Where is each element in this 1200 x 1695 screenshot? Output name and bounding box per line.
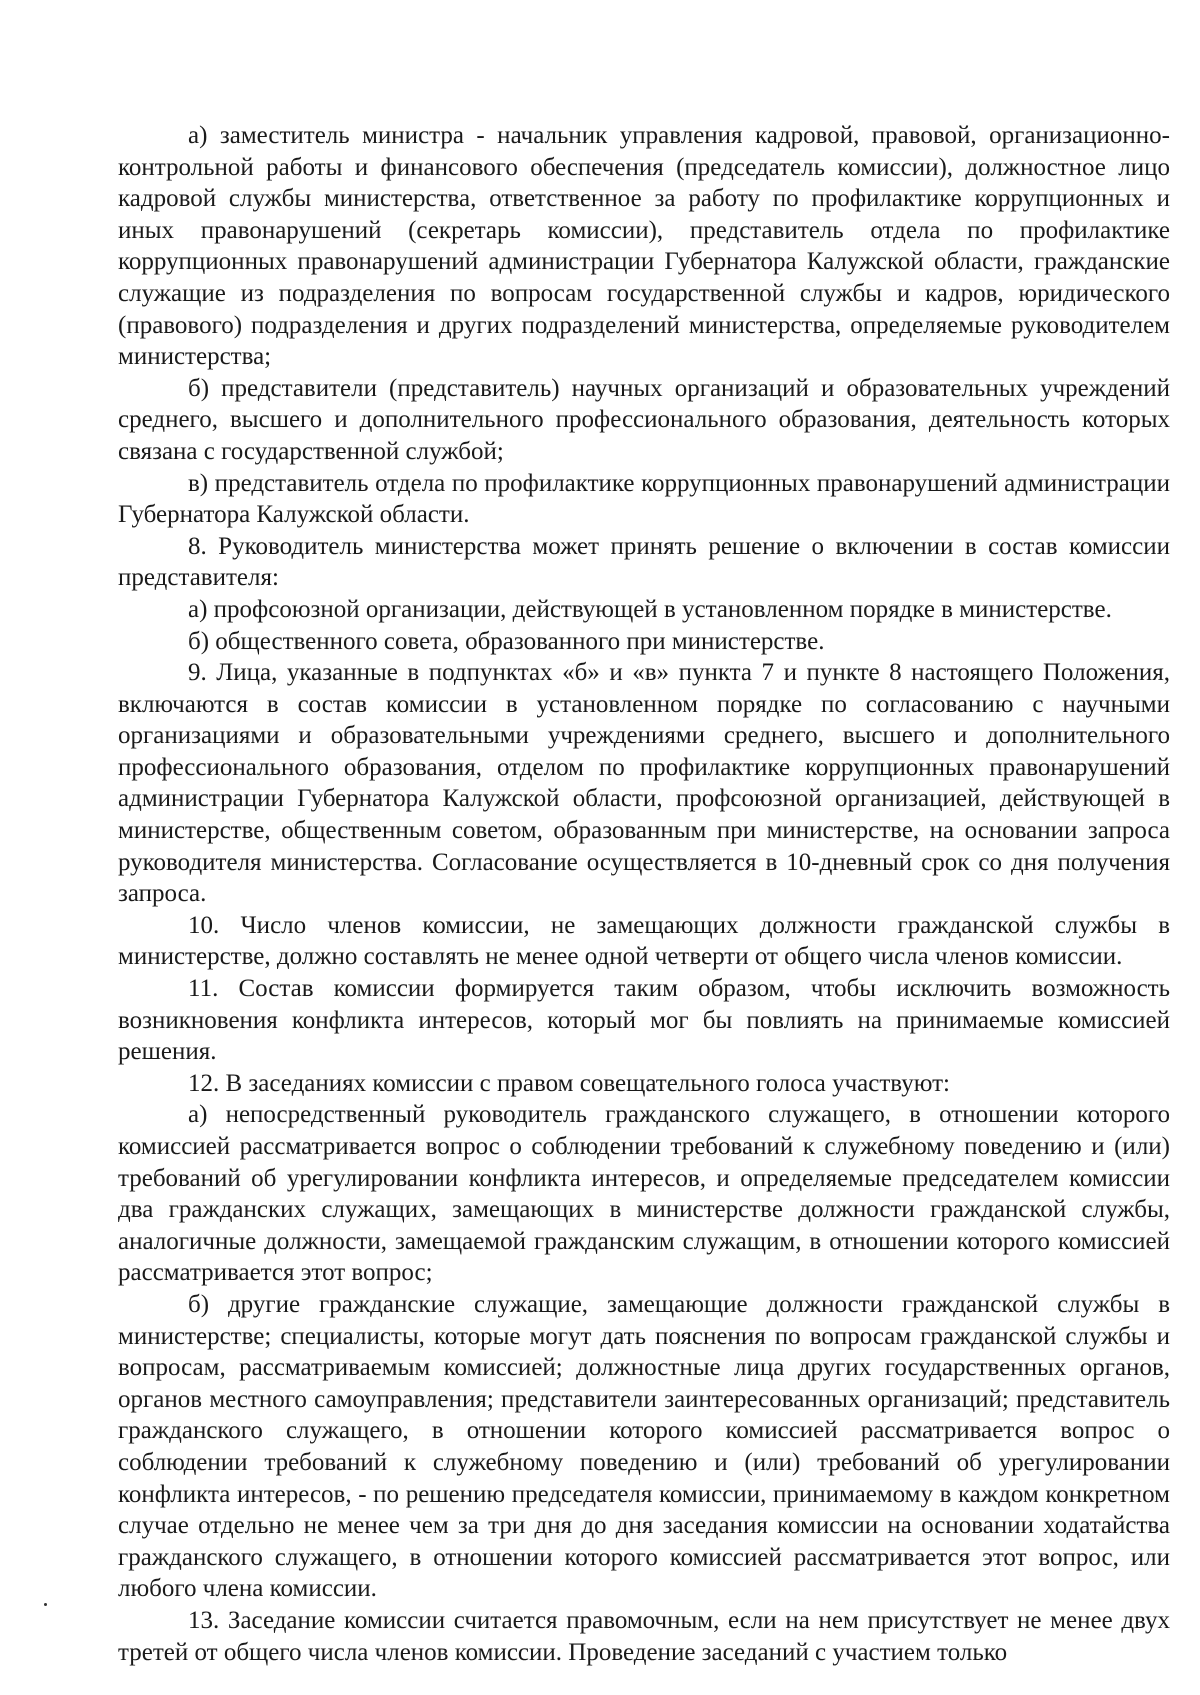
scan-speck bbox=[44, 1603, 47, 1606]
paragraph-12: 12. В заседаниях комиссии с правом совещательного голоса участвуют: bbox=[188, 1069, 950, 1097]
paragraph-11: 11. Состав комиссии формируется таким образом, чтобы исключить возможность возникновения конфликта интересов, который мог бы повлиять на принимаемые комиссией решения. bbox=[118, 975, 1170, 1066]
paragraph-7v: в) представитель отдела по профилактике коррупционных правонарушений администрации Губернатора Калужской области. bbox=[118, 469, 1170, 529]
paragraph-8a: а) профсоюзной организации, действующей в установленном порядке в министерстве. bbox=[188, 595, 1112, 623]
paragraph-12a: а) непосредственный руководитель гражданского служащего, в отношении которого комиссией рассматривается вопрос о соблюдении требований к служебному поведению и (или) требований об урегулировании конфликта интересов, и определяемые председателем комиссии два гражданских служащих, замещающих в министерстве должности гражданской службы, аналогичные должности, замещаемой гражданским служащим, в отношении которого комиссией рассматривается этот вопрос; bbox=[118, 1101, 1170, 1287]
paragraph-7b: б) представители (представитель) научных организаций и образовательных учреждений среднего, высшего и дополнительного профессионального образования, деятельность которых связана с государственной службой; bbox=[118, 374, 1170, 465]
paragraph-13: 13. Заседание комиссии считается правомочным, если на нем присутствует не менее двух третей от общего числа членов комиссии. Проведение заседаний с участием только bbox=[118, 1606, 1170, 1666]
paragraph-12b: б) другие гражданские служащие, замещающие должности гражданской службы в министерстве; специалисты, которые могут дать пояснения по вопросам гражданской службы и вопросам, рассматриваемым комиссией; должностные лица других государственных органов, органов местного самоуправления; представители заинтересованных организаций; представитель гражданского служащего, в отношении которого комиссией рассматривается вопрос о соблюдении требований к служебному поведению и (или) требований об урегулировании конфликта интересов, - по решению председателя комиссии, принимаемому в каждом конкретном случае отдельно не менее чем за три дня до дня заседания комиссии на основании ходатайства гражданского служащего, в отношении которого комиссией рассматривается этот вопрос, или любого члена комиссии. bbox=[118, 1290, 1170, 1603]
paragraph-8: 8. Руководитель министерства может принять решение о включении в состав комиссии представителя: bbox=[118, 532, 1170, 592]
paragraph-7a: а) заместитель министра - начальник управления кадровой, правовой, организационно-контрольной работы и финансового обеспечения (председатель комиссии), должностное лицо кадровой службы министерства, ответственное за работу по профилактике коррупционных и иных правонарушений (секретарь комиссии), представитель отдела по профилактике коррупционных правонарушений администрации Губернатора Калужской области, гражданские служащие из подразделения по вопросам государственной службы и кадров, юридического (правового) подразделения и других подразделений министерства, определяемые руководителем министерства; bbox=[118, 122, 1170, 371]
paragraph-8b: б) общественного совета, образованного при министерстве. bbox=[188, 627, 825, 655]
document-body bbox=[118, 120, 1170, 1668]
paragraph-9: 9. Лица, указанные в подпунктах «б» и «в» пункта 7 и пункте 8 настоящего Положения, включаются в состав комиссии в установленном порядке по согласованию с научными организациями и образовательными учреждениями среднего, высшего и дополнительного профессионального образования, отделом по профилактике коррупционных правонарушений администрации Губернатора Калужской области, профсоюзной организацией, действующей в министерстве, общественным советом, образованным при министерстве, на основании запроса руководителя министерства. Согласование осуществляется в 10-дневный срок со дня получения запроса. bbox=[118, 659, 1170, 908]
paragraph-10: 10. Число членов комиссии, не замещающих должности гражданской службы в министерстве, должно составлять не менее одной четверти от общего числа членов комиссии. bbox=[118, 911, 1170, 971]
